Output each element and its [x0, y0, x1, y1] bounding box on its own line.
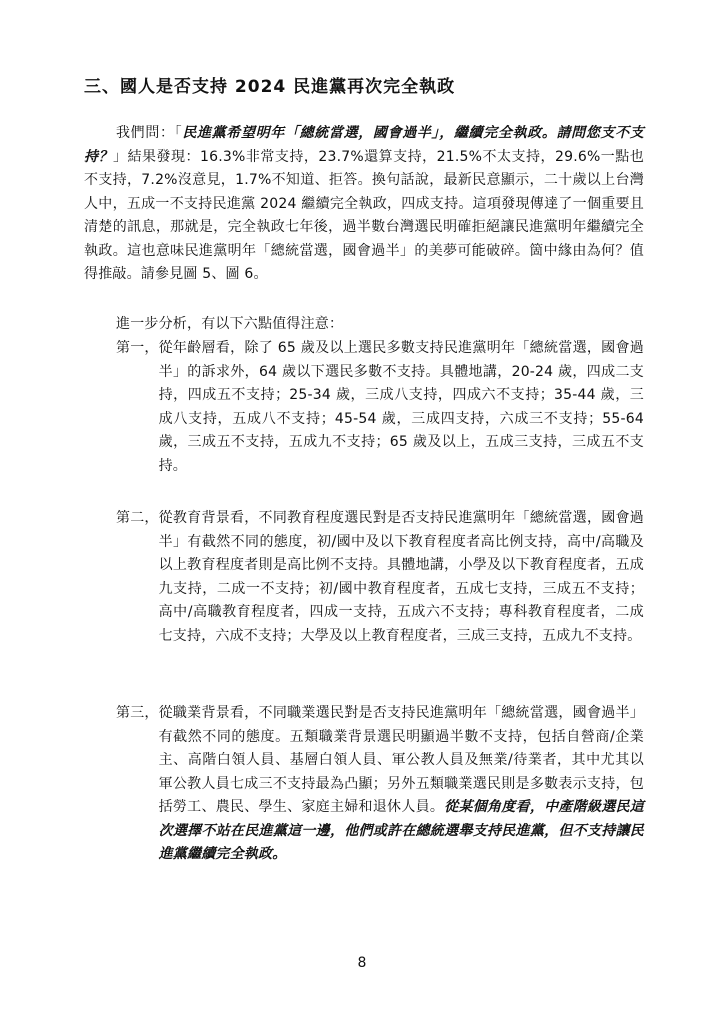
analysis-point-1	[116, 337, 644, 478]
intro-prefix: 我們問：「	[116, 125, 183, 141]
analysis-point-3	[116, 702, 644, 867]
point-label: 第三，	[116, 705, 159, 721]
point-label: 第二，	[116, 510, 159, 526]
page-number: 8	[357, 955, 367, 971]
analysis-point-2	[116, 507, 644, 648]
point-emphasis: 從某個角度看，中產階級選民這次選擇不站在民進黨這一邊，他們或許在總統選舉支持民進黨，但不支持讓民進黨繼續完全執政。	[158, 799, 644, 862]
point-label: 第一，	[116, 340, 159, 356]
intro-findings: 」結果發現：16.3%非常支持，23.7%還算支持，21.5%不太支持，29.6%一點也不支持，7.2%沒意見，1.7%不知道、拒答。換句話說，最新民意顯示，二十歲以上台灣人中，五成一不支持民進黨 2024 繼續完全執政，四成支持。這項發現傳達了一個重要且清楚的訊息，那就是，完全執政七年後，過半數台灣選民明確拒絕讓民進黨明年繼續完全執政。這也意味民進黨明年「總統當選，國會過半」的美夢可能破碎。箇中緣由為何？值得推敲。請參見圖 5、圖 6。	[84, 148, 644, 282]
point-text: 從年齡層看，除了 65 歲及以上選民多數支持民進黨明年「總統當選，國會過半」的訴求外，64 歲以下選民多數不支持。具體地講，20-24 歲，四成二支持，四成五不支持；25-34 歲，三成八支持，四成六不支持；35-44 歲，三成八支持，五成八不支持；45-54 歲，三成四支持，六成三不支持；55-64 歲，三成五不支持，五成九不支持；65 歲及以上，五成三支持，三成五不支持。	[158, 340, 644, 474]
section-heading: 三、國人是否支持 2024 民進黨再次完全執政	[84, 77, 456, 97]
point-text: 從職業背景看，不同職業選民對是否支持民進黨明年「總統當選，國會過半」有截然不同的態度。五類職業背景選民明顯過半數不支持，包括自營商/企業主、高階白領人員、基層白領人員、軍公教人員及無業/待業者，其中尤其以軍公教人員七成三不支持最為凸顯；另外五類職業選民則是多數表示支持，包括勞工、農民、學生、家庭主婦和退休人員。	[158, 705, 644, 815]
point-text: 從教育背景看，不同教育程度選民對是否支持民進黨明年「總統當選，國會過半」有截然不同的態度，初/國中及以下教育程度者高比例支持，高中/高職及以上教育程度者則是高比例不支持。具體地講，小學及以下教育程度者，五成九支持，二成一不支持；初/國中教育程度者，五成七支持，三成五不支持；高中/高職教育程度者，四成一支持，五成六不支持；專科教育程度者，二成七支持，六成不支持；大學及以上教育程度者，三成三支持，五成九不支持。	[158, 510, 644, 644]
point-content	[159, 702, 644, 867]
survey-question: 民進黨希望明年「總統當選，國會過半」，繼續完全執政。請問您支不支持？	[84, 125, 644, 165]
intro-paragraph	[84, 122, 644, 287]
analysis-lead: 進一步分析，有以下六點值得注意：	[116, 316, 344, 332]
